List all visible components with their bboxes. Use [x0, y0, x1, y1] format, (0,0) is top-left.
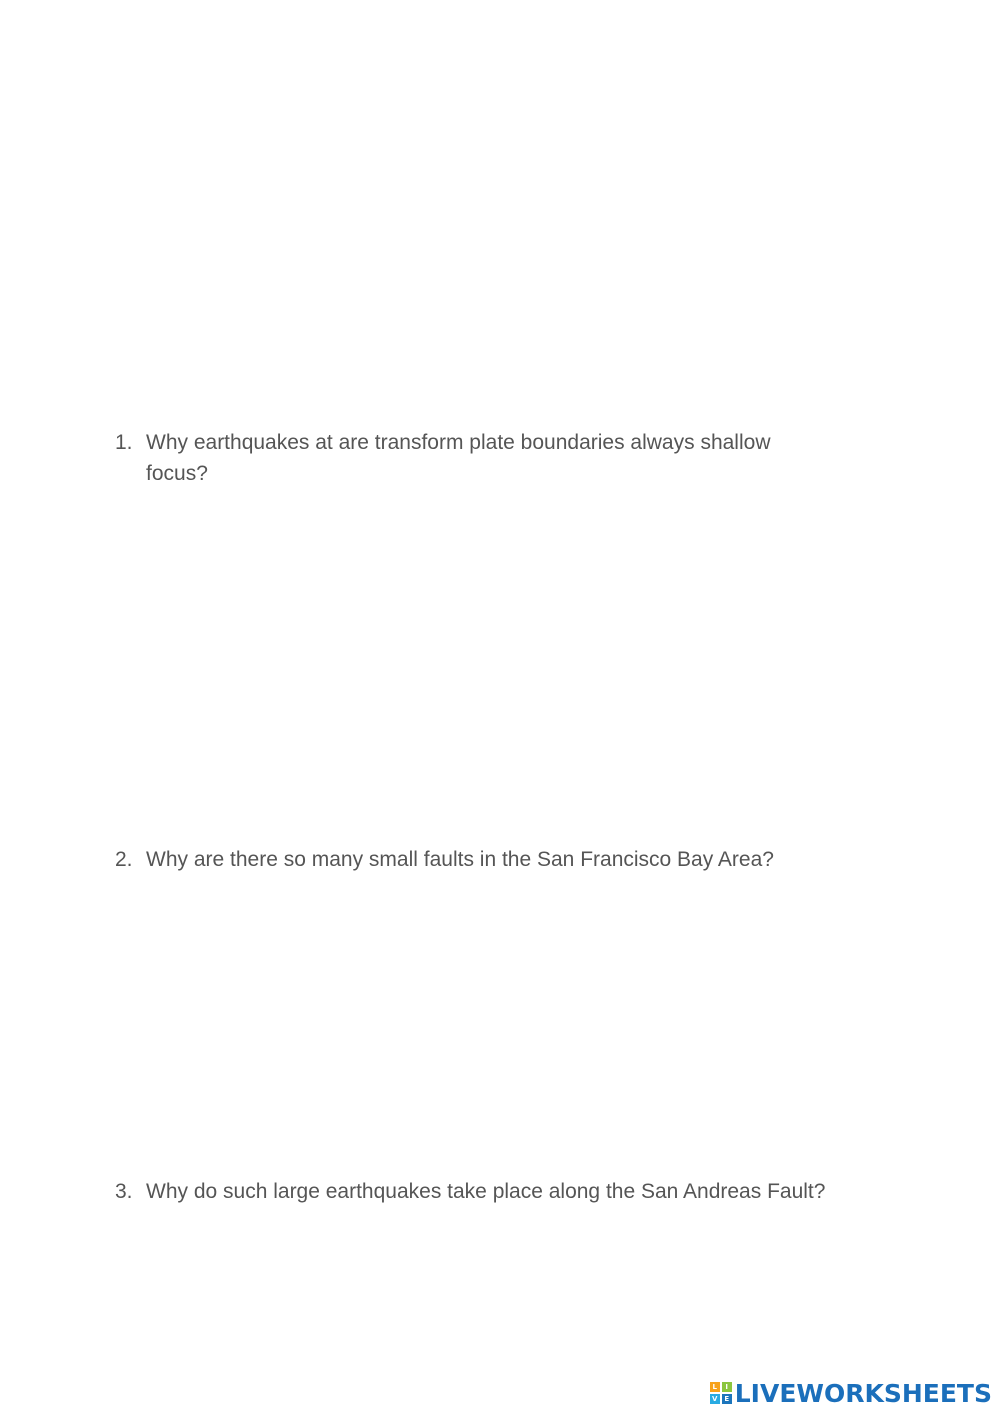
logo-mark-letter: I — [722, 1382, 732, 1392]
logo-wordmark: LIVEWORKSHEETS — [734, 1378, 992, 1408]
logo-mark-letter: V — [710, 1394, 720, 1404]
question-number: 2. — [115, 848, 133, 871]
question-3 — [115, 1176, 835, 1207]
question-1 — [115, 427, 835, 489]
question-text: Why are there so many small faults in the San Francisco Bay Area? — [146, 848, 774, 871]
logo-mark-letter: E — [722, 1394, 732, 1404]
question-text: Why do such large earthquakes take place along the San Andreas Fault? — [146, 1180, 826, 1203]
question-number: 3. — [115, 1180, 133, 1203]
logo-mark-letter: L — [710, 1382, 720, 1392]
logo-mark-icon — [710, 1382, 732, 1404]
question-2 — [115, 844, 835, 875]
liveworksheets-logo — [710, 1379, 992, 1407]
question-text: Why earthquakes at are transform plate boundaries always shallow focus? — [146, 431, 771, 485]
question-number: 1. — [115, 431, 133, 454]
